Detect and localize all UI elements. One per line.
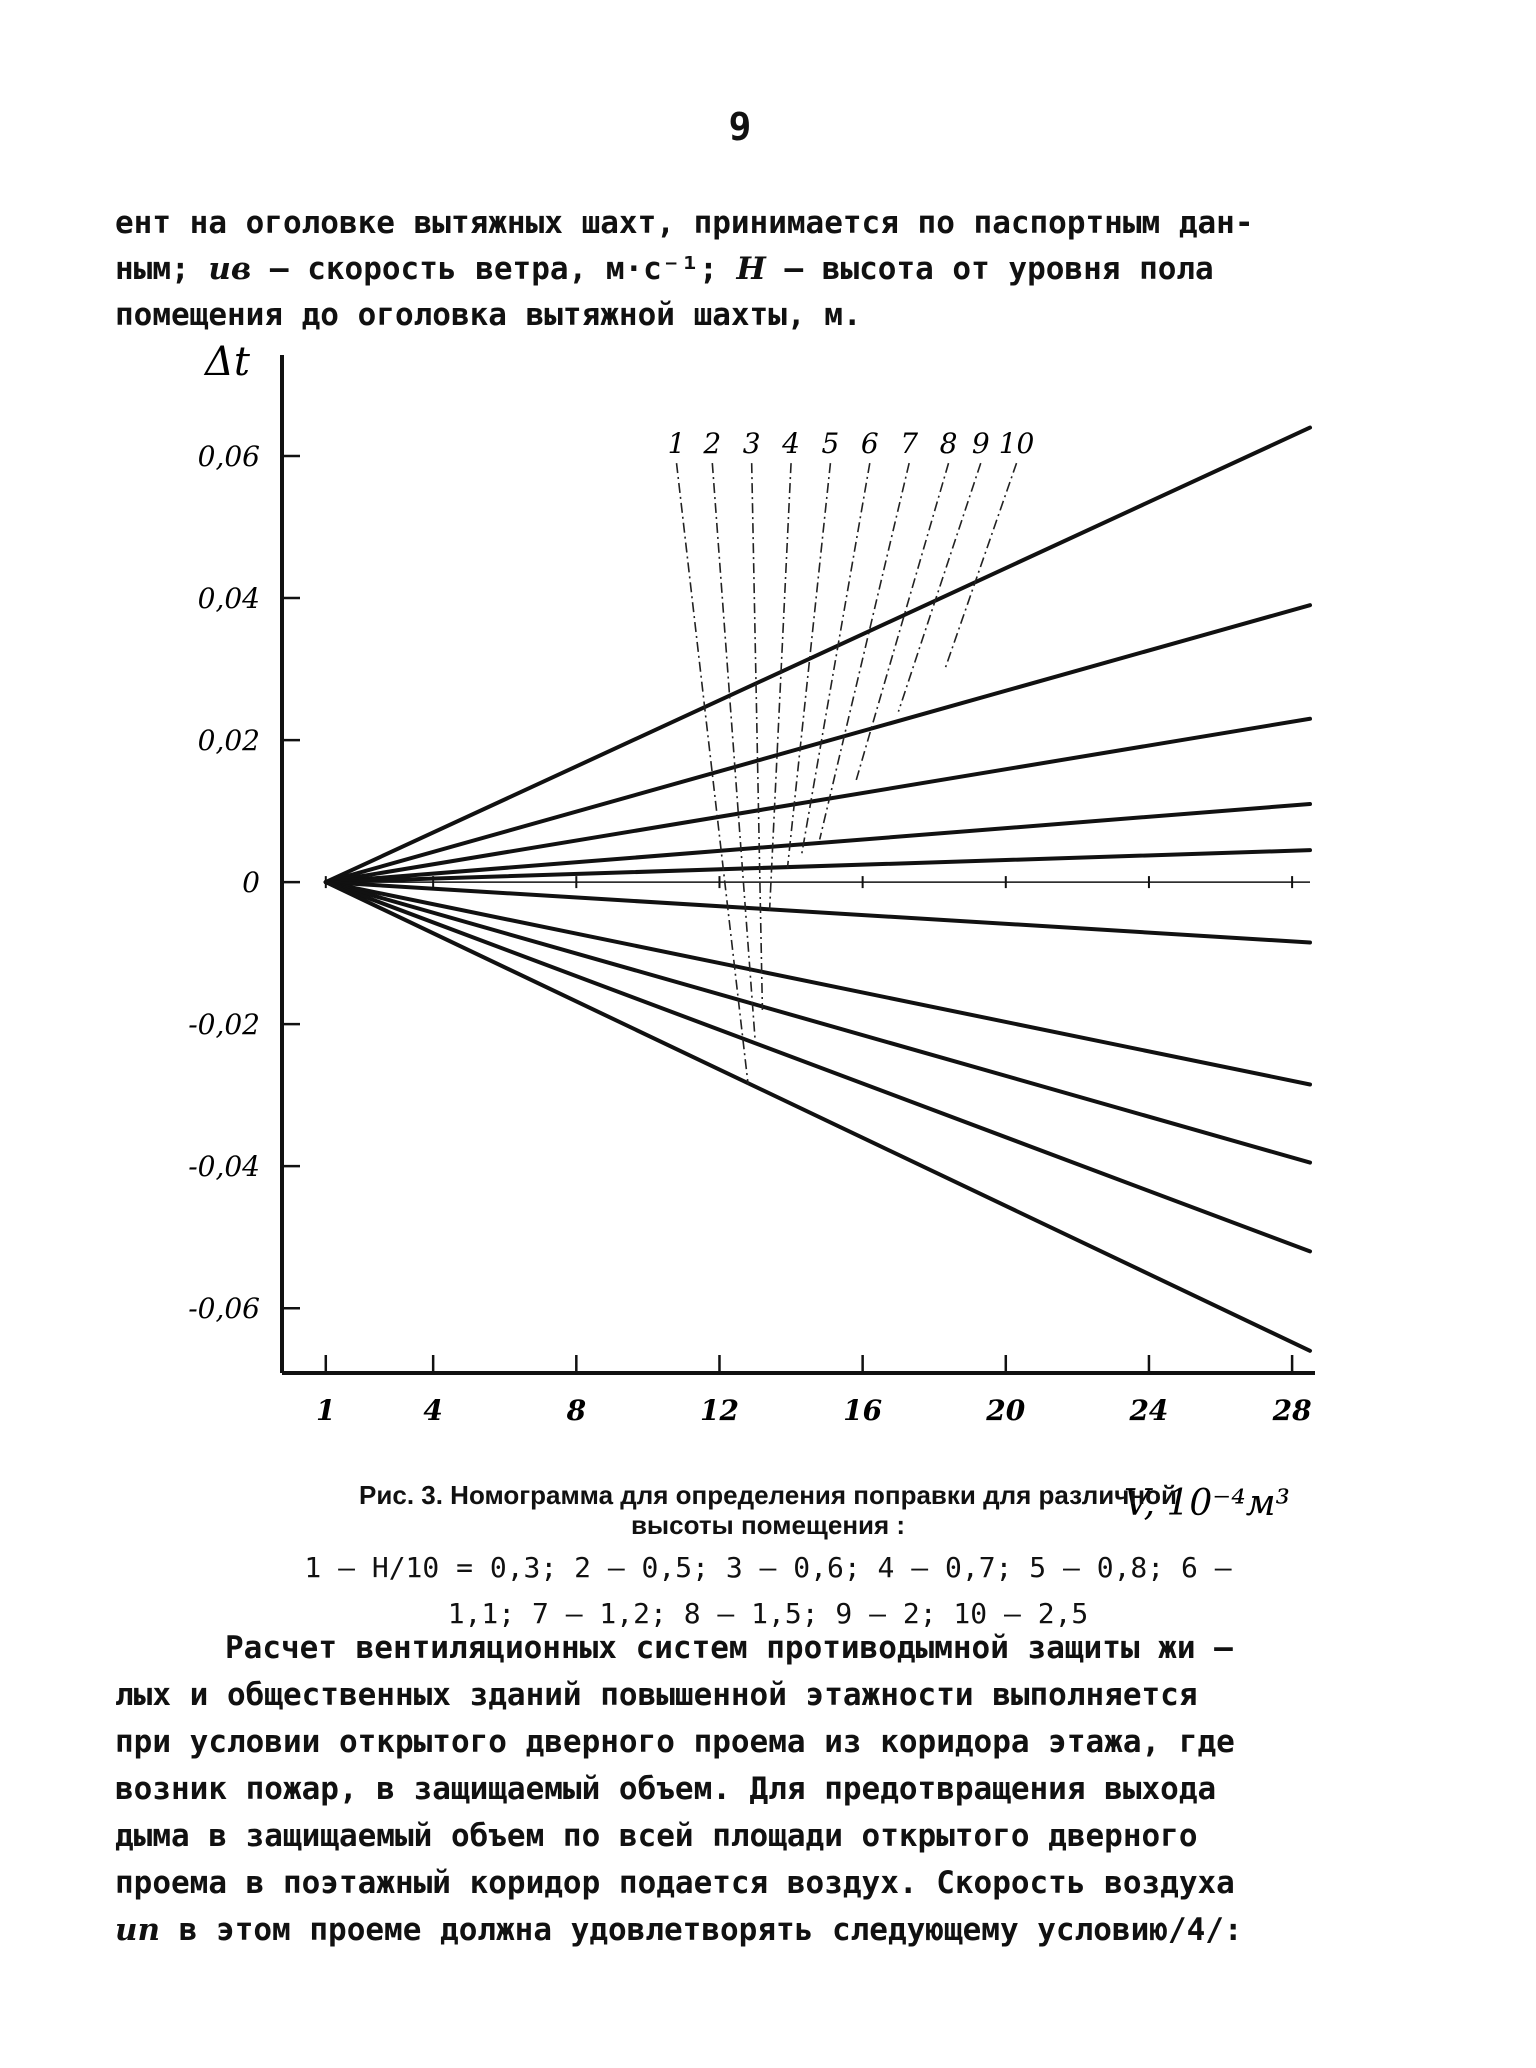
y-tick-label: 0 — [242, 866, 260, 900]
bottom-paragraph-line: Расчет вентиляционных систем противодымной защиты жи – — [225, 1630, 1233, 1666]
scale-line-label: 10 — [998, 427, 1035, 461]
top-paragraph-line: ент на оголовке вытяжных шахт, принимается по паспортным дан- — [115, 205, 1254, 241]
x-tick-label: 28 — [1272, 1394, 1312, 1427]
scale-line-label: 8 — [939, 427, 958, 461]
top-paragraph-line: ным; uв – скорость ветра, м·с⁻¹; H – высота от уровня пола — [115, 251, 1214, 287]
x-tick-label: 24 — [1129, 1394, 1169, 1427]
x-tick-label: 12 — [699, 1394, 739, 1427]
x-tick-label: 4 — [423, 1394, 443, 1427]
wind-speed-symbol: uв — [208, 251, 252, 287]
series-line-ray-10 — [326, 882, 1310, 1351]
scale-line-8 — [855, 463, 948, 783]
top-paragraph — [115, 200, 1415, 338]
y-tick-label: 0,02 — [197, 724, 260, 758]
x-tick-label: 1 — [316, 1394, 336, 1427]
x-axis-label: V, 10⁻⁴м³ — [1123, 1483, 1290, 1524]
air-speed-symbol: uп — [115, 1912, 161, 1948]
height-symbol: H — [736, 251, 766, 287]
y-tick-label: 0,04 — [197, 582, 260, 616]
scale-line-label: 7 — [900, 427, 919, 461]
bottom-paragraph-line: возник пожар, в защищаемый объем. Для предотвращения выхода — [115, 1771, 1217, 1807]
series-line-ray-8 — [326, 882, 1310, 1163]
bottom-paragraph-line: проема в поэтажный коридор подается воздух. Скорость воздуха — [115, 1865, 1235, 1901]
caption-title: высоты помещения : — [630, 1510, 906, 1540]
scale-line-label: 3 — [742, 427, 761, 461]
scale-line-label: 5 — [821, 427, 840, 461]
y-tick-label: -0,04 — [188, 1150, 260, 1184]
scale-line-label: 6 — [860, 427, 879, 461]
scale-line-label: 2 — [703, 427, 722, 461]
caption-legend: 1,1; 7 – 1,2; 8 – 1,5; 9 – 2; 10 – 2,5 — [447, 1597, 1089, 1630]
y-tick-label: -0,06 — [188, 1292, 260, 1326]
top-paragraph-line: помещения до оголовка вытяжной шахты, м. — [115, 297, 862, 333]
caption-legend: 1 – H/10 = 0,3; 2 – 0,5; 3 – 0,6; 4 – 0,7; 5 – 0,8; 6 – — [304, 1551, 1232, 1584]
bottom-paragraph-line: лых и общественных зданий повышенной этажности выполняется — [115, 1677, 1198, 1713]
bottom-paragraph — [115, 1625, 1415, 1954]
scale-line-4 — [770, 463, 791, 910]
scale-line-label: 9 — [971, 427, 990, 461]
x-tick-label: 8 — [566, 1394, 587, 1427]
scale-line-label: 4 — [782, 427, 800, 461]
scale-line-3 — [752, 463, 763, 1010]
bottom-paragraph-line: uп в этом проеме должна удовлетворять следующему условию/4/: — [115, 1912, 1243, 1948]
series-line-ray-9 — [326, 882, 1310, 1251]
series-line-ray-5 — [326, 850, 1310, 882]
page-number: 9 — [728, 105, 752, 149]
bottom-paragraph-line: при условии открытого дверного проема из коридора этажа, где — [115, 1724, 1235, 1760]
x-tick-label: 20 — [986, 1394, 1026, 1427]
y-tick-label: -0,02 — [188, 1008, 260, 1042]
x-tick-label: 16 — [843, 1394, 883, 1427]
y-axis-label: Δt — [205, 339, 250, 385]
y-tick-label: 0,06 — [197, 440, 260, 474]
scale-line-7 — [820, 463, 909, 839]
scale-line-label: 1 — [667, 427, 686, 461]
figure-caption — [0, 1480, 1536, 1632]
caption-title: Рис. 3. Номограмма для определения поправки для различной — [359, 1480, 1177, 1510]
bottom-paragraph-line: дыма в защищаемый объем по всей площади открытого дверного — [115, 1818, 1198, 1854]
